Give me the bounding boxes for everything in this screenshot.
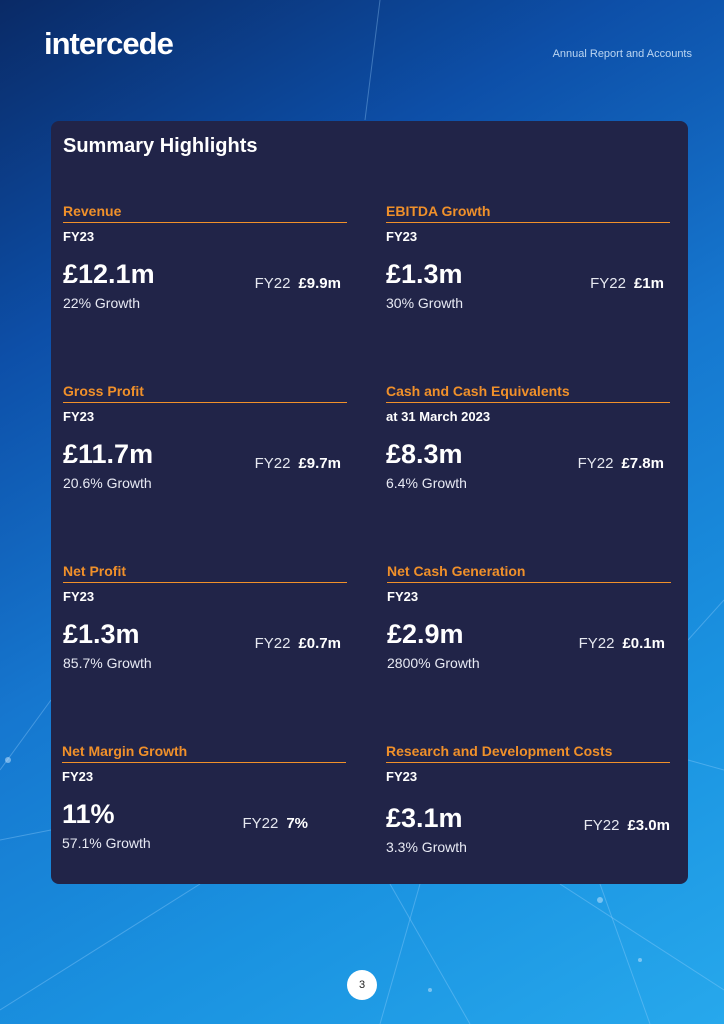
prior-label: FY22 [254,635,291,652]
metric-value: £8.3m [386,439,463,469]
prior-label: FY22 [578,635,615,652]
metric-prior [584,817,670,834]
prior-label: FY22 [254,275,291,292]
metric-prior [242,815,308,832]
prior-value: £0.1m [622,635,665,652]
metric-value: 11% [62,799,115,829]
metric-label: EBITDA Growth [386,203,670,223]
metric-growth: 6.4% Growth [386,475,467,491]
metric-period: FY23 [62,769,94,784]
prior-value: £7.8m [621,455,664,472]
metric-label: Net Profit [63,563,347,583]
metric-growth: 2800% Growth [387,655,480,671]
metric-gross-profit [63,383,347,533]
summary-highlights-panel [51,121,688,884]
metric-period: FY23 [386,229,418,244]
metric-value: £12.1m [63,259,155,289]
metric-growth: 85.7% Growth [63,655,152,671]
metric-growth: 57.1% Growth [62,835,151,851]
metric-period: FY23 [63,409,95,424]
prior-value: £9.9m [298,275,341,292]
metric-prior [590,275,664,292]
prior-label: FY22 [590,275,626,292]
metric-ebitda-growth [386,203,670,353]
metric-label: Net Margin Growth [62,743,346,763]
page-number: 3 [347,970,377,1000]
metric-growth: 30% Growth [386,295,464,311]
metric-period: FY23 [63,229,95,244]
prior-label: FY22 [583,817,620,834]
metric-value: £1.3m [386,259,463,289]
metric-label: Gross Profit [63,383,347,403]
prior-label: FY22 [242,815,279,832]
metric-value: £1.3m [63,619,140,649]
panel-title: Summary Highlights [63,135,258,157]
metric-net-profit [63,563,347,713]
metric-prior [579,635,665,652]
metric-growth: 22% Growth [63,295,141,311]
metric-growth: 3.3% Growth [386,839,467,855]
metric-prior [255,275,341,292]
metric-net-margin-growth [62,743,346,893]
metric-revenue [63,203,347,353]
metric-value: £11.7m [63,439,154,469]
prior-value: £0.7m [298,635,341,652]
metric-label: Research and Development Costs [386,743,670,763]
metric-net-cash-generation [387,563,671,713]
metric-cash-equivalents [386,383,670,533]
metric-label: Net Cash Generation [387,563,671,583]
prior-label: FY22 [577,455,614,472]
prior-value: £3.0m [627,817,670,834]
metric-prior [255,635,341,652]
intercede-logo: intercede [44,26,173,61]
prior-value: 7% [286,815,308,832]
metric-label: Revenue [63,203,347,223]
metric-period: FY23 [63,589,95,604]
metric-value: £3.1m [386,803,463,833]
report-title: Annual Report and Accounts [552,48,692,60]
metric-label: Cash and Cash Equivalents [386,383,670,403]
metric-growth: 20.6% Growth [63,475,152,491]
metric-rnd-costs [386,743,670,893]
prior-value: £9.7m [298,455,341,472]
metric-period: FY23 [386,769,418,784]
metric-period: at 31 March 2023 [386,409,491,424]
metric-period: FY23 [387,589,419,604]
metric-value: £2.9m [387,619,464,649]
prior-label: FY22 [254,455,291,472]
metric-prior [255,455,341,472]
prior-value: £1m [633,275,664,292]
metric-prior [578,455,664,472]
